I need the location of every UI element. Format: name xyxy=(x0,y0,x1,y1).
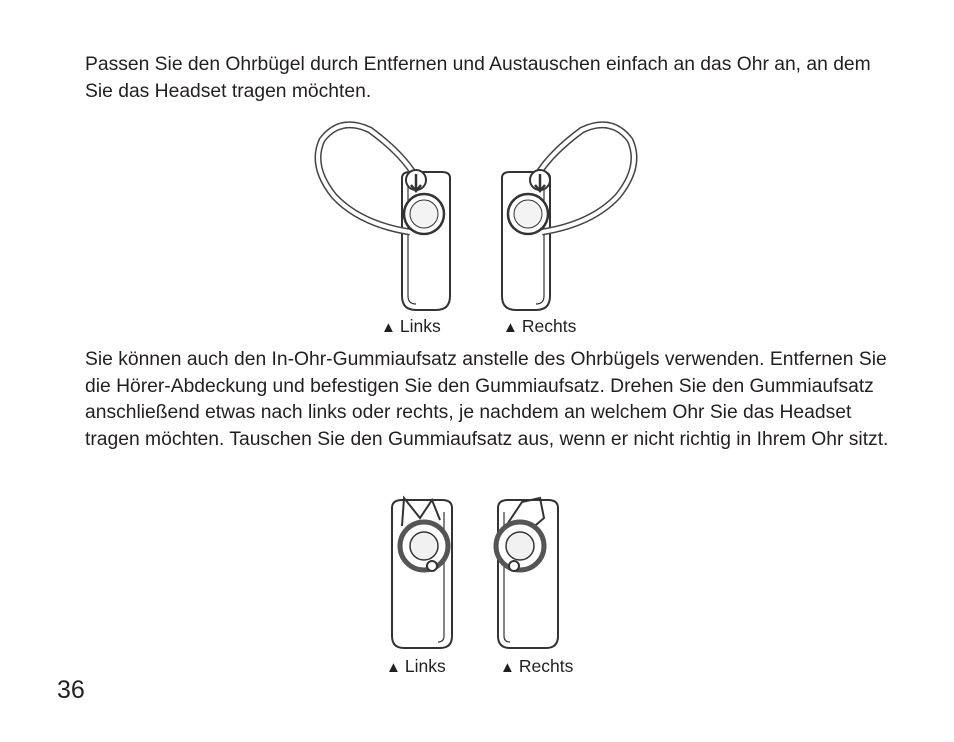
eargel-headsets-drawing xyxy=(380,490,560,655)
page-number: 36 xyxy=(57,676,85,704)
triangle-marker-icon: ▲ xyxy=(503,319,518,336)
instruction-paragraph-eargel: Sie können auch den In-Ohr-Gummiaufsatz anstelle des Ohrbügels verwenden. Entfernen Sie die Hörer-Abdeckung und befestigen Sie den Gummiaufsatz. Drehen Sie den Gummiaufsatz anschließend etwas nach links oder rechts, je nachdem an welchem Ohr Sie das Headset tragen möchten. Tauschen Sie den Gummiaufsatz aus, wenn er nicht richtig in Ihrem Ohr sitzt. xyxy=(85,349,889,450)
figure-1-caption-right xyxy=(503,316,576,337)
figure-1-caption-left xyxy=(381,316,441,337)
figure-1-label-rechts: Rechts xyxy=(521,316,577,336)
triangle-marker-icon: ▲ xyxy=(381,319,396,336)
earhook-headsets-drawing xyxy=(310,116,645,316)
figure-2-caption-left xyxy=(386,656,446,677)
figure-1-label-links: Links xyxy=(399,316,441,336)
left-headset-body xyxy=(402,172,450,310)
right-earhook xyxy=(538,125,634,232)
instruction-paragraph-earhook: Passen Sie den Ohrbügel durch Entfernen und Austauschen einfach an das Ohr an, an dem Sie das Headset tragen möchten. xyxy=(85,54,871,102)
left-earhook xyxy=(318,125,414,232)
eargel-illustration xyxy=(380,490,560,655)
figure-2-label-links: Links xyxy=(404,656,446,676)
triangle-marker-icon: ▲ xyxy=(500,659,515,676)
triangle-marker-icon: ▲ xyxy=(386,659,401,676)
earhook-illustration xyxy=(310,116,645,316)
figure-2-label-rechts: Rechts xyxy=(518,656,574,676)
figure-2-caption-right xyxy=(500,656,573,677)
right-headset-body xyxy=(502,172,550,310)
